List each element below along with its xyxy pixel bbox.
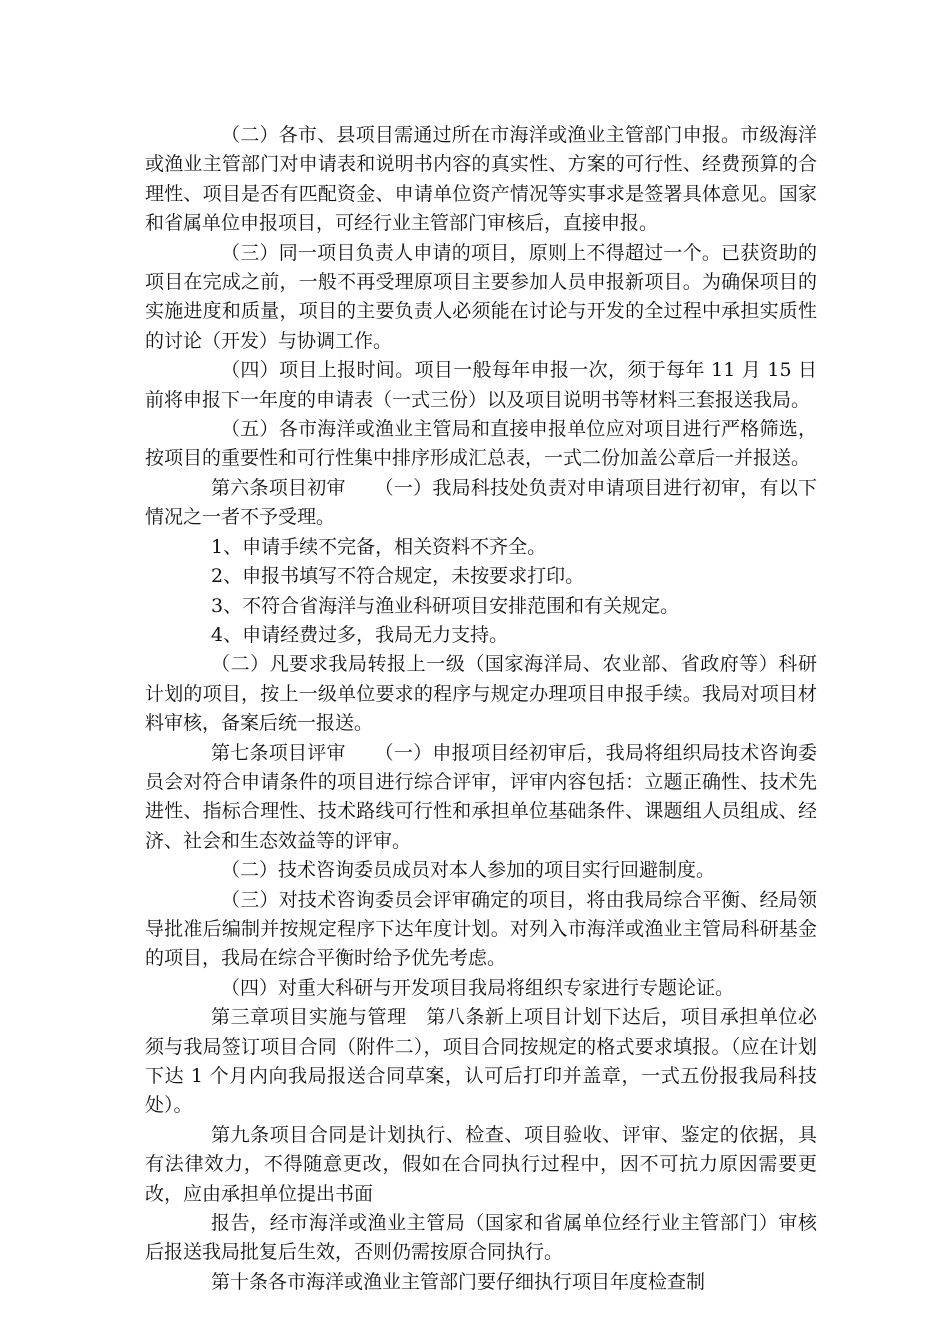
list-item-excessive-funding: 4、申请经费过多，我局无力支持。 [211,623,509,646]
paragraph-submission-deadline: （四）项目上报时间。项目一般每年申报一次，须于每年 11 月 15 日前将申报下一年度的申请表（一式三份）以及项目说明书等材料三套报送我局。 [145,359,817,411]
paragraph-article-7-evaluation: 第七条项目评审 （一）申报项目经初审后，我局将组织局技术咨询委员会对符合申请条件的项目进行综合评审，评审内容包括：立题正确性、技术先进性、指标合理性、技术路线可行性和承担单位基础条件、课题组人员组成、经济、社会和生态效益等的评审。 [145,741,817,852]
paragraph-special-review: （四）对重大科研与开发项目我局将组织专家进行专题论证。 [221,976,735,999]
paragraph-article-10-annual-check: 第十条各市海洋或渔业主管部门要仔细执行项目年度检查制 [211,1270,706,1293]
paragraph-contract-change-report: 报告，经市海洋或渔业主管局（国家和省属单位经行业主管部门）审核后报送我局批复后生效，否则仍需按原合同执行。 [145,1212,817,1264]
list-item-form-noncompliant: 2、申报书填写不符合规定，未按要求打印。 [211,565,585,588]
paragraph-article-6-preliminary-review: 第六条项目初审 （一）我局科技处负责对申请项目进行初审，有以下情况之一者不予受理。 [145,476,817,529]
paragraph-forwarded-projects: （二）凡要求我局转报上一级（国家海洋局、农业部、省政府等）科研计划的项目，按上一级单位要求的程序与规定办理项目申报手续。我局对项目材料审核，备案后统一报送。 [145,653,817,735]
list-item-out-of-scope: 3、不符合省海洋与渔业科研项目安排范围和有关规定。 [211,594,680,617]
list-item-incomplete-procedures: 1、申请手续不完备，相关资料不齐全。 [211,535,547,558]
paragraph-chapter-3-article-8: 第三章项目实施与管理 第八条新上项目计划下达后，项目承担单位必须与我局签订项目合同（附件二），项目合同按规定的格式要求填报。（应在计划下达 1 个月内向我局报送合同草案，认可后打印并盖章，一式五份报我局科技处）。 [145,1006,817,1117]
paragraph-screening-summary: （五）各市海洋或渔业主管局和直接申报单位应对项目进行严格筛选，按项目的重要性和可行性集中排序形成汇总表，一式二份加盖公章后一并报送。 [145,418,817,470]
paragraph-recusal-rule: （二）技术咨询委员成员对本人参加的项目实行回避制度。 [221,859,716,882]
paragraph-municipal-application: （二）各市、县项目需通过所在市海洋或渔业主管部门申报。市级海洋或渔业主管部门对申请表和说明书内容的真实性、方案的可行性、经费预算的合理性、项目是否有匹配资金、申请单位资产情况等实事求是签署具体意见。国家和省属单位申报项目，可经行业主管部门审核后，直接申报。 [145,124,817,235]
paragraph-annual-plan: （三）对技术咨询委员会评审确定的项目，将由我局综合平衡、经局领导批准后编制并按规定程序下达年度计划。对列入市海洋或渔业主管局科研基金的项目，我局在综合平衡时给予优先考虑。 [145,888,817,970]
paragraph-single-project-limit: （三）同一项目负责人申请的项目，原则上不得超过一个。已获资助的项目在完成之前，一般不再受理原项目主要参加人员申报新项目。为确保项目的实施进度和质量，项目的主要负责人必须能在讨论与开发的全过程中承担实质性的讨论（开发）与协调工作。 [145,241,817,352]
paragraph-article-9-contract: 第九条项目合同是计划执行、检查、项目验收、评审、鉴定的依据，具有法律效力，不得随意更改，假如在合同执行过程中，因不可抗力原因需要更改，应由承担单位提出书面 [145,1123,817,1205]
document-body [145,121,817,1297]
